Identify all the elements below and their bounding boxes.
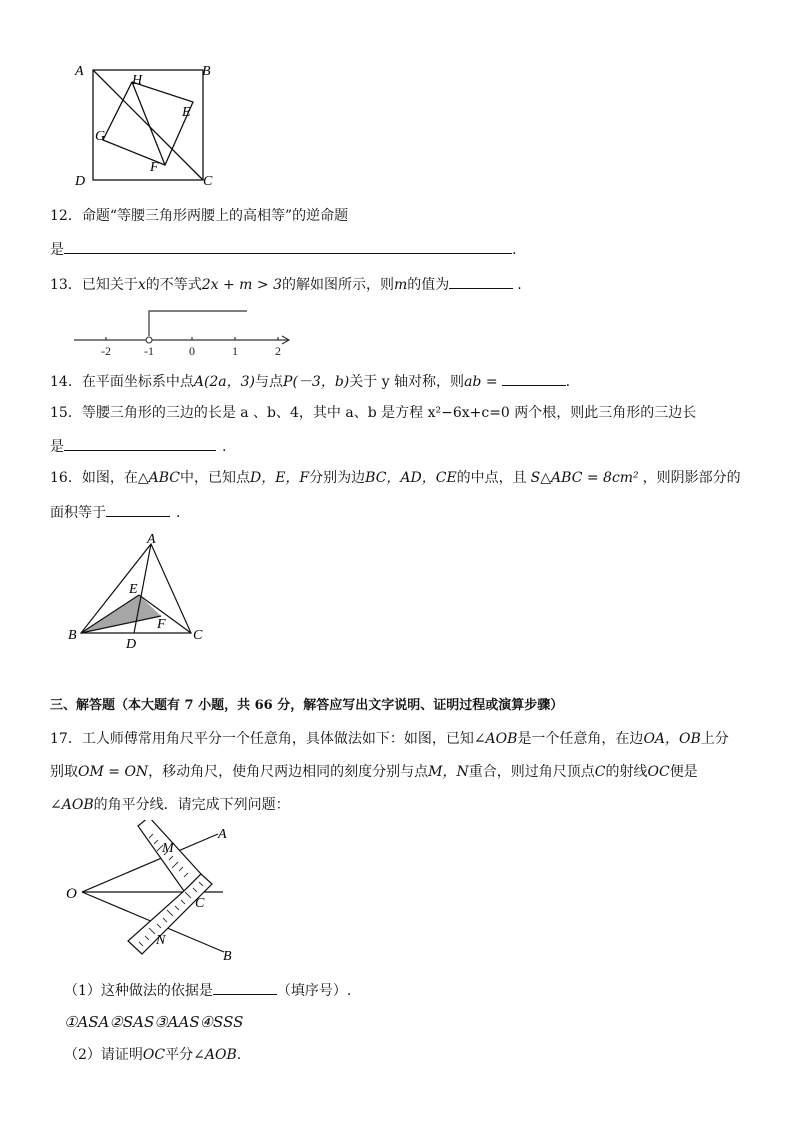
q17-om-on: OM = ON: [78, 764, 149, 780]
q14-prefix: 14．在平面坐标系中点: [50, 374, 194, 390]
label-D: D: [126, 637, 137, 650]
tick-label: 0: [189, 344, 195, 358]
q13-inequality: 2x + m > 3: [201, 277, 282, 293]
q17-sub2-mid: 平分: [165, 1047, 194, 1063]
q16-line2: [50, 502, 180, 522]
label-A: A: [147, 532, 156, 547]
q17-sub1-suffix: （填序号）.: [276, 983, 352, 999]
label-D: D: [75, 174, 86, 189]
square-figure: [70, 58, 230, 193]
q17-line3-b: 的角平分线．请完成下列问题：: [93, 797, 290, 813]
label-G: G: [95, 129, 106, 144]
q13-mid3: 的值为: [407, 277, 450, 293]
tick-label: -2: [101, 344, 111, 358]
q17-sub2: [64, 1046, 241, 1064]
q17-point-c: C: [594, 764, 606, 780]
q13-mid2: 的解如图所示，则: [281, 277, 394, 293]
label-B: B: [68, 628, 77, 643]
q13-mid1: 的不等式: [145, 277, 202, 293]
q12-line2: [50, 239, 516, 259]
q12-answer-blank[interactable]: [64, 239, 512, 254]
q17-sub2-angle: ∠AOB: [193, 1047, 237, 1063]
q12-line2-prefix: 是: [50, 242, 64, 258]
q13-var-x: x: [137, 277, 146, 293]
q15-line2: [50, 436, 226, 456]
q17-line3: [50, 796, 290, 814]
q14-answer-blank[interactable]: [502, 371, 566, 386]
q17-line1-a: 17．工人师傅常用角尺平分一个任意角，具体做法如下：如图，已知: [50, 731, 474, 747]
q14-text: [50, 371, 570, 391]
q17-line1: [50, 730, 729, 748]
q12-text: 12．命题“等腰三角形两腰上的高相等”的逆命题: [50, 208, 349, 224]
q13-answer-blank[interactable]: [449, 274, 513, 289]
q17-line2-g: 的射线: [605, 764, 648, 780]
q13-var-m: m: [393, 277, 408, 293]
label-M: M: [162, 841, 174, 856]
q17-options: ①ASA②SAS③AAS④SSS: [64, 1013, 244, 1031]
q17-line2-i: 便是: [669, 764, 698, 780]
label-O: O: [66, 886, 77, 902]
label-N: N: [156, 933, 166, 948]
q17-line1-c: 是一个任意角，在边: [517, 731, 644, 747]
section-3-heading: 三、解答题（本大题有 7 小题，共 66 分，解答应写出文字说明、证明过程或演算步骤）: [50, 698, 564, 713]
label-C: C: [193, 628, 203, 643]
q17-sub2-oc: OC: [142, 1047, 166, 1063]
q16-answer-blank[interactable]: [106, 502, 170, 517]
q16-points: D，E，F: [249, 470, 310, 486]
label-C: C: [195, 896, 205, 911]
q17-line2-c: ，移动角尺，使角尺两边相同的刻度分别与点: [148, 764, 429, 780]
q17-angle-aob: ∠AOB: [473, 731, 518, 747]
q13-suffix: .: [517, 277, 522, 293]
q15-line2-suffix: .: [222, 439, 227, 455]
q16-line1: [50, 469, 741, 487]
tick-label: 1: [232, 344, 238, 358]
q17-ray-oc: OC: [647, 764, 670, 780]
open-point: [146, 337, 152, 343]
tick-label: -1: [144, 344, 154, 358]
q16-mid1: 中，已知点: [179, 470, 250, 486]
q16-prefix: 16．如图，在: [50, 470, 138, 486]
q17-line2: [50, 763, 698, 781]
number-line: [70, 302, 300, 360]
q17-sides: OA，OB: [643, 731, 701, 747]
label-E: E: [129, 582, 138, 597]
q17-sub2-suffix: .: [236, 1047, 242, 1063]
q13-prefix: 13．已知关于: [50, 277, 138, 293]
q14-expression: ab =: [464, 374, 498, 390]
angle-ruler-figure: [58, 820, 258, 965]
q17-sub1-answer-blank[interactable]: [213, 980, 277, 995]
q16-area: S△ABC = 8cm²: [530, 470, 639, 486]
label-F: F: [150, 160, 159, 175]
label-A: A: [218, 827, 227, 842]
q14-mid1: 与点: [255, 374, 284, 390]
tick-label: 2: [275, 344, 281, 358]
q16-line2-text: 面积等于: [50, 505, 106, 521]
triangle-figure: [62, 530, 212, 650]
label-E: E: [182, 105, 191, 120]
solution-ray: [149, 311, 247, 336]
q14-point-p: P(－3，b): [283, 374, 350, 390]
q12-line2-suffix: .: [512, 242, 517, 258]
q15-line2-prefix: 是: [50, 439, 64, 455]
q16-mid4: ，则阴影部分的: [642, 470, 741, 486]
shaded-region: [81, 595, 161, 633]
q17-sub2-prefix: （2）请证明: [64, 1047, 143, 1063]
q15-answer-blank[interactable]: [64, 436, 216, 451]
q17-sub1-prefix: （1）这种做法的依据是: [64, 983, 213, 999]
label-C: C: [203, 174, 213, 189]
q16-triangle: △ABC: [137, 470, 180, 486]
q13-text: [50, 274, 522, 294]
q17-sub1: [64, 980, 351, 1000]
q16-suffix: .: [176, 505, 181, 521]
q15-line1: 15．等腰三角形的三边的长是 a 、b、4，其中 a、b 是方程 x²−6x+c=0 两个根，则此三角形的三边长: [50, 405, 697, 421]
label-B: B: [223, 949, 232, 964]
q14-mid2: 关于 y 轴对称，则: [349, 374, 465, 390]
label-F: F: [157, 617, 166, 632]
q16-mid3: 的中点，且: [456, 470, 527, 486]
q14-suffix: .: [565, 374, 571, 390]
q17-angle-aob-2: ∠AOB: [50, 797, 94, 813]
q14-point-a: A(2a，3): [193, 374, 256, 390]
q17-line1-e: 上分: [700, 731, 729, 747]
q17-line2-a: 别取: [50, 764, 78, 780]
q16-sides: BC，AD，CE: [365, 470, 457, 486]
label-B: B: [202, 64, 211, 79]
label-H: H: [132, 73, 143, 88]
q17-line2-e: 重合，则过角尺顶点: [468, 764, 595, 780]
q17-points-mn: M，N: [428, 764, 469, 780]
q16-mid2: 分别为边: [309, 470, 366, 486]
label-A: A: [75, 64, 84, 79]
